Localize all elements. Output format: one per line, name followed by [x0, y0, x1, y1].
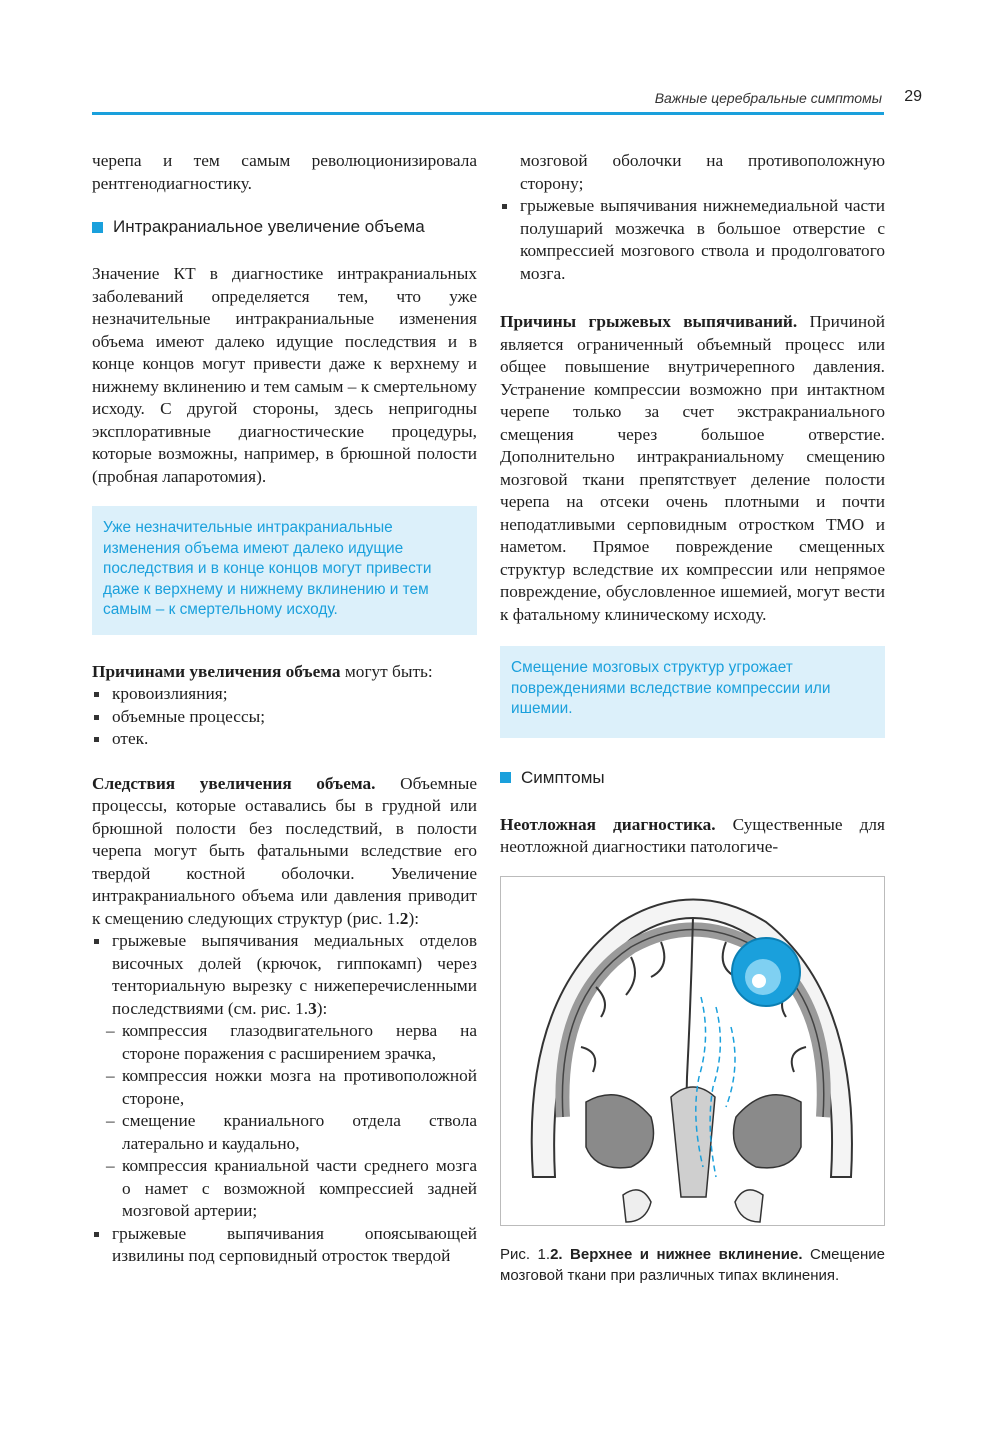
paragraph-emergency: Неотложная диагностика. Существенные для неотложной диагностики патологиче- — [500, 814, 885, 856]
herniation-list — [92, 930, 477, 1020]
section-heading-symptoms — [500, 768, 885, 788]
paragraph-ct-value: Значение КТ в диагностике интракраниальных заболеваний определяется тем, что уже незначительные интракраниальные изменения объема имеют далеко идущие последствия и в конце концов могут привести даже к верхнему и нижнему вклинению и тем самым – к смертельному исходу. С другой стороны, здесь непригодны эксплоративные диагностические процедуры, которые возможны, например, в брюшной полости (пробная лапаротомия). — [92, 264, 477, 486]
dash-list — [92, 1020, 477, 1223]
heading-square-icon — [500, 772, 511, 783]
paragraph-consequences: Следствия увеличения объема. Объемные процессы, которые оставались бы в грудной или брюшной полости без последствий, в полости черепа могут быть фатальными вследствие его твердой костной оболочки. Увеличение интракраниального объема или давления приводит к смещению следующих структур (рис. 1.2): — [92, 773, 478, 928]
list-item: отек. — [92, 728, 477, 751]
paragraph-herniation-causes: Причины грыжевых выпячиваний. Причиной является ограниченный объемный процесс или общее повышение внутричерепного давления. Устранение компрессии возможно при интактном черепе только за счет экстракраниального смещения через большое отверстие. Дополнительно интракраниальному смещению мозговой ткани препятствует деление полости черепа на отсеки очень плотными и почти неподатливыми серповидным отростком ТМО и наметом. Прямое повреждение смещенных структур вследствие их компрессии или непрямое повреждение, обусловленное ишемией, могут вести к фатальному клиническому исходу. — [500, 312, 885, 624]
dash-item: – компрессия краниальной части среднего мозга о намет с возможной компрессией задней мозговой артерии; — [92, 1155, 477, 1223]
list-item: объемные процессы; — [92, 706, 477, 729]
dash-item: – компрессия ножки мозга на противоположной стороне, — [92, 1065, 477, 1110]
heading-text: Интракраниальное увеличение объема — [113, 217, 425, 236]
herniation-list-3 — [500, 195, 885, 285]
continuation-text: мозговой оболочки на противоположную сторону; — [520, 151, 885, 193]
list-item: грыжевые выпячивания опоясывающей извилины под серповидный отросток твердой — [92, 1223, 477, 1268]
figure-caption: Рис. 1.2. Верхнее и нижнее вклинение. Смещение мозговой ткани при различных типах вклинения. — [500, 1246, 885, 1284]
dash-item: – компрессия глазодвигательного нерва на стороне поражения с расширением зрачка, — [92, 1020, 477, 1065]
heading-text: Симптомы — [521, 767, 605, 787]
causes-list — [92, 683, 477, 751]
list-item: кровоизлияния; — [92, 683, 477, 706]
header-rule — [92, 112, 884, 115]
callout-box-left: Уже незначительные интракраниальные изменения объема имеют далеко идущие последствия и в конце концов могут привести даже к верхнему и нижнему вклинению и тем самым – к смертельному исходу. — [92, 506, 477, 635]
paragraph-causes: Причинами увеличения объема могут быть: — [92, 661, 433, 681]
dash-item: – смещение краниального отдела ствола латерально и каудально, — [92, 1110, 477, 1155]
herniation-list-2 — [92, 1223, 477, 1268]
brain-herniation-figure — [500, 876, 885, 1226]
right-column — [500, 150, 885, 859]
list-item: грыжевые выпячивания медиальных отделов височных долей (крючок, гиппокамп) через тенториальную вырезку с нижеперечисленными последствиями (см. рис. 1.3): — [92, 930, 477, 1020]
section-heading-volume — [92, 217, 477, 237]
running-header — [92, 86, 922, 116]
callout-box-right: Смещение мозговых структур угрожает повреждениями вследствие компрессии или ишемии. — [500, 646, 885, 738]
brain-illustration — [501, 877, 885, 1226]
running-title: Важные церебральные симптомы — [654, 90, 882, 106]
list-item: грыжевые выпячивания нижнемедиальной части полушарий мозжечка в большое отверстие с компрессией мозгового ствола и продолговатого мозга. — [500, 195, 885, 285]
paragraph-intro: черепа и тем самым революционизировала рентгенодиагностику. — [92, 151, 477, 193]
left-column — [92, 150, 477, 1268]
heading-square-icon — [92, 222, 103, 233]
page-number: 29 — [904, 88, 922, 105]
